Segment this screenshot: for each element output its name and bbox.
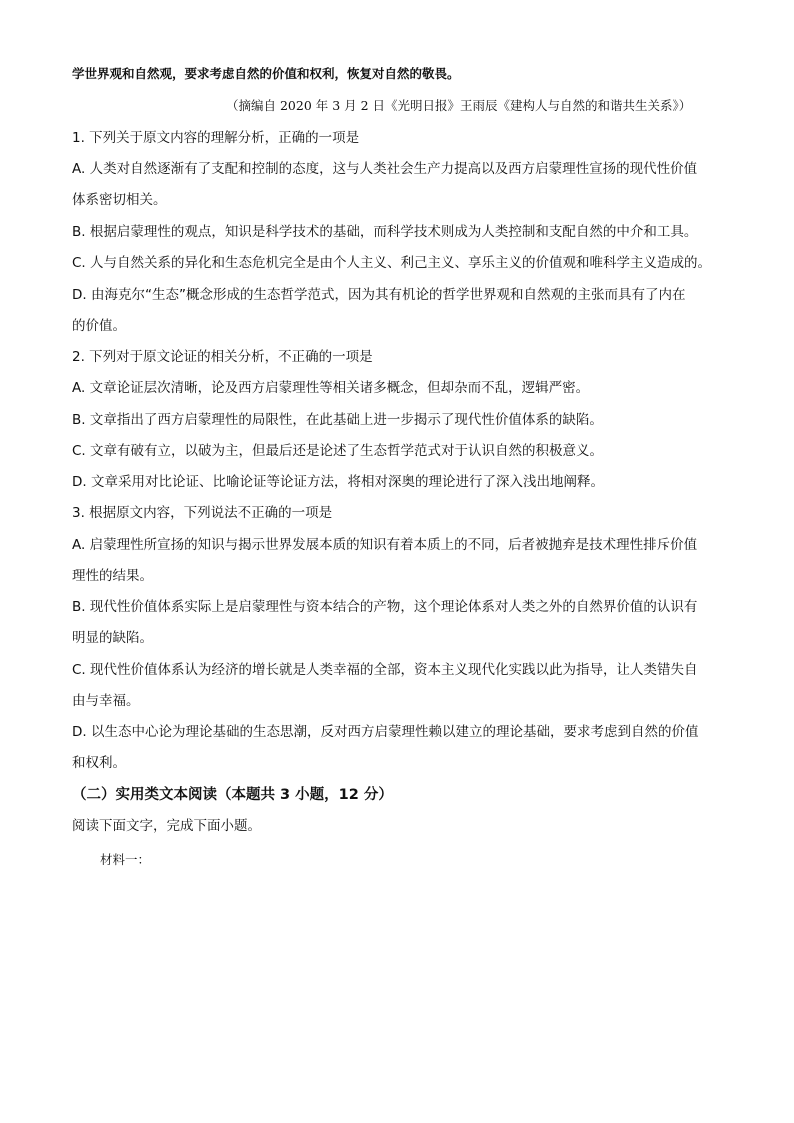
q1-option-b: B. 根据启蒙理性的观点，知识是科学技术的基础，而科学技术则成为人类控制和支配自然的中介和工具。 — [72, 224, 698, 240]
q3-option-b-line2: 明显的缺陷。 — [72, 630, 153, 646]
q2-stem: 2. 下列对于原文论证的相关分析，不正确的一项是 — [72, 349, 373, 365]
q2-option-d: D. 文章采用对比论证、比喻论证等论证方法，将相对深奥的理论进行了深入浅出地阐释。 — [72, 474, 604, 490]
q1-stem: 1. 下列关于原文内容的理解分析，正确的一项是 — [72, 130, 360, 146]
q1-option-d-line1: D. 由海克尔“生态”概念形成的生态哲学范式，因为其有机论的哲学世界观和自然观的主张而具有了内在 — [72, 287, 686, 303]
q3-option-d-line1: D. 以生态中心论为理论基础的生态思潮，反对西方启蒙理性赖以建立的理论基础，要求考虑到自然的价值 — [72, 724, 699, 740]
q1-option-d-line2: 的价值。 — [72, 318, 126, 334]
q3-option-a-line2: 理性的结果。 — [72, 568, 153, 584]
passage-tail: 学世界观和自然观，要求考虑自然的价值和权利，恢复对自然的敬畏。 — [72, 66, 460, 81]
section-instruction: 阅读下面文字，完成下面小题。 — [72, 818, 261, 834]
q2-option-a: A. 文章论证层次清晰，论及西方启蒙理性等相关诸多概念，但却杂而不乱，逻辑严密。 — [72, 380, 590, 396]
material-label: 材料一： — [100, 852, 151, 867]
q1-option-a-line1: A. 人类对自然逐渐有了支配和控制的态度，这与人类社会生产力提高以及西方启蒙理性宣扬的现代性价值 — [72, 161, 698, 177]
q3-option-d-line2: 和权利。 — [72, 755, 126, 771]
q1-option-c: C. 人与自然关系的异化和生态危机完全是由个人主义、利己主义、享乐主义的价值观和唯科学主义造成的。 — [72, 255, 712, 271]
passage-source: （摘编自 2020 年 3 月 2 日《光明日报》王雨辰《建构人与自然的和谐共生关系》） — [226, 98, 692, 113]
q2-option-b: B. 文章指出了西方启蒙理性的局限性，在此基础上进一步揭示了现代性价值体系的缺陷。 — [72, 412, 603, 428]
q2-option-c: C. 文章有破有立，以破为主，但最后还是论述了生态哲学范式对于认识自然的积极意义。 — [72, 443, 604, 459]
q3-option-c-line1: C. 现代性价值体系认为经济的增长就是人类幸福的全部，资本主义现代化实践以此为指导，让人类错失自 — [72, 662, 698, 678]
q1-option-a-line2: 体系密切相关。 — [72, 192, 167, 208]
q3-stem: 3. 根据原文内容，下列说法不正确的一项是 — [72, 505, 333, 521]
q3-option-b-line1: B. 现代性价值体系实际上是启蒙理性与资本结合的产物，这个理论体系对人类之外的自然界价值的认识有 — [72, 599, 698, 615]
q3-option-c-line2: 由与幸福。 — [72, 693, 140, 709]
section-heading: （二）实用类文本阅读（本题共 3 小题，12 分） — [72, 787, 393, 803]
q3-option-a-line1: A. 启蒙理性所宣扬的知识与揭示世界发展本质的知识有着本质上的不同，后者被抛弃是技术理性排斥价值 — [72, 537, 698, 553]
